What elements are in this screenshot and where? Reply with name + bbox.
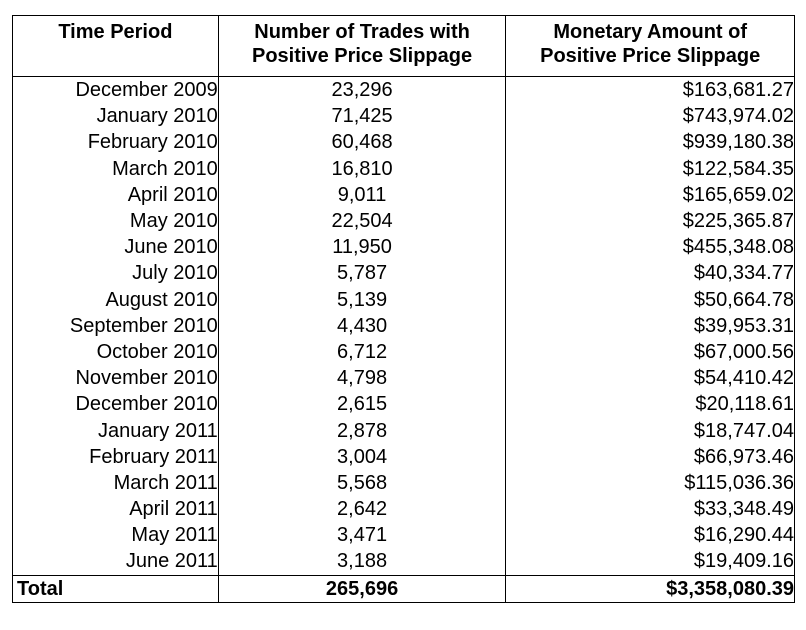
slippage-table: [12, 15, 795, 603]
trades-cell: 3,188: [218, 548, 506, 575]
amount-cell: $54,410.42: [506, 365, 795, 391]
amount-cell: $455,348.08: [506, 234, 795, 260]
table-row: [13, 208, 795, 234]
trades-cell: 71,425: [218, 103, 506, 129]
table-row: [13, 287, 795, 313]
period-cell: April 2011: [13, 496, 219, 522]
table-row: [13, 391, 795, 417]
trades-cell: 16,810: [218, 156, 506, 182]
period-cell: November 2010: [13, 365, 219, 391]
trades-cell: 4,798: [218, 365, 506, 391]
trades-cell: 5,139: [218, 287, 506, 313]
amount-cell: $165,659.02: [506, 182, 795, 208]
period-cell: January 2011: [13, 417, 219, 443]
table-row: [13, 548, 795, 575]
period-cell: March 2010: [13, 156, 219, 182]
trades-cell: 23,296: [218, 77, 506, 104]
trades-cell: 2,615: [218, 391, 506, 417]
table-row: [13, 339, 795, 365]
trades-cell: 22,504: [218, 208, 506, 234]
period-cell: May 2010: [13, 208, 219, 234]
trades-cell: 6,712: [218, 339, 506, 365]
total-trades: 265,696: [218, 575, 506, 602]
amount-cell: $66,973.46: [506, 444, 795, 470]
trades-cell: 9,011: [218, 182, 506, 208]
header-row: [13, 16, 795, 77]
header-monetary-amount: [506, 16, 795, 77]
table-row: [13, 417, 795, 443]
header-line: Positive Price Slippage: [252, 45, 473, 67]
period-cell: January 2010: [13, 103, 219, 129]
table-row: [13, 470, 795, 496]
total-label: Total: [13, 575, 219, 602]
trades-cell: 2,642: [218, 496, 506, 522]
header-number-of-trades: [218, 16, 506, 77]
amount-cell: $225,365.87: [506, 208, 795, 234]
amount-cell: $40,334.77: [506, 260, 795, 286]
amount-cell: $67,000.56: [506, 339, 795, 365]
trades-cell: 2,878: [218, 417, 506, 443]
period-cell: December 2010: [13, 391, 219, 417]
period-cell: June 2010: [13, 234, 219, 260]
trades-cell: 11,950: [218, 234, 506, 260]
total-row: [13, 575, 795, 602]
table-row: [13, 234, 795, 260]
period-cell: July 2010: [13, 260, 219, 286]
table-row: [13, 129, 795, 155]
header-line: Time Period: [58, 21, 173, 43]
table-row: [13, 182, 795, 208]
amount-cell: $33,348.49: [506, 496, 795, 522]
period-cell: August 2010: [13, 287, 219, 313]
table-footer: [13, 575, 795, 602]
period-cell: April 2010: [13, 182, 219, 208]
table-header: [13, 16, 795, 77]
table-row: [13, 313, 795, 339]
trades-cell: 60,468: [218, 129, 506, 155]
amount-cell: $163,681.27: [506, 77, 795, 104]
amount-cell: $939,180.38: [506, 129, 795, 155]
period-cell: March 2011: [13, 470, 219, 496]
period-cell: October 2010: [13, 339, 219, 365]
amount-cell: $50,664.78: [506, 287, 795, 313]
header-time-period: [13, 16, 219, 77]
total-amount: $3,358,080.39: [506, 575, 795, 602]
header-line: Number of Trades with: [254, 21, 470, 43]
table-row: [13, 103, 795, 129]
period-cell: February 2011: [13, 444, 219, 470]
amount-cell: $18,747.04: [506, 417, 795, 443]
header-line: Positive Price Slippage: [540, 45, 761, 67]
amount-cell: $20,118.61: [506, 391, 795, 417]
amount-cell: $115,036.36: [506, 470, 795, 496]
trades-cell: 3,004: [218, 444, 506, 470]
table-row: [13, 156, 795, 182]
period-cell: June 2011: [13, 548, 219, 575]
table-row: [13, 77, 795, 104]
amount-cell: $122,584.35: [506, 156, 795, 182]
trades-cell: 3,471: [218, 522, 506, 548]
amount-cell: $16,290.44: [506, 522, 795, 548]
amount-cell: $39,953.31: [506, 313, 795, 339]
table-body: [13, 77, 795, 576]
period-cell: May 2011: [13, 522, 219, 548]
amount-cell: $743,974.02: [506, 103, 795, 129]
amount-cell: $19,409.16: [506, 548, 795, 575]
table-row: [13, 444, 795, 470]
header-line: Monetary Amount of: [553, 21, 748, 43]
period-cell: December 2009: [13, 77, 219, 104]
table-row: [13, 260, 795, 286]
table-row: [13, 522, 795, 548]
period-cell: February 2010: [13, 129, 219, 155]
table-row: [13, 365, 795, 391]
trades-cell: 4,430: [218, 313, 506, 339]
period-cell: September 2010: [13, 313, 219, 339]
trades-cell: 5,787: [218, 260, 506, 286]
trades-cell: 5,568: [218, 470, 506, 496]
table-row: [13, 496, 795, 522]
